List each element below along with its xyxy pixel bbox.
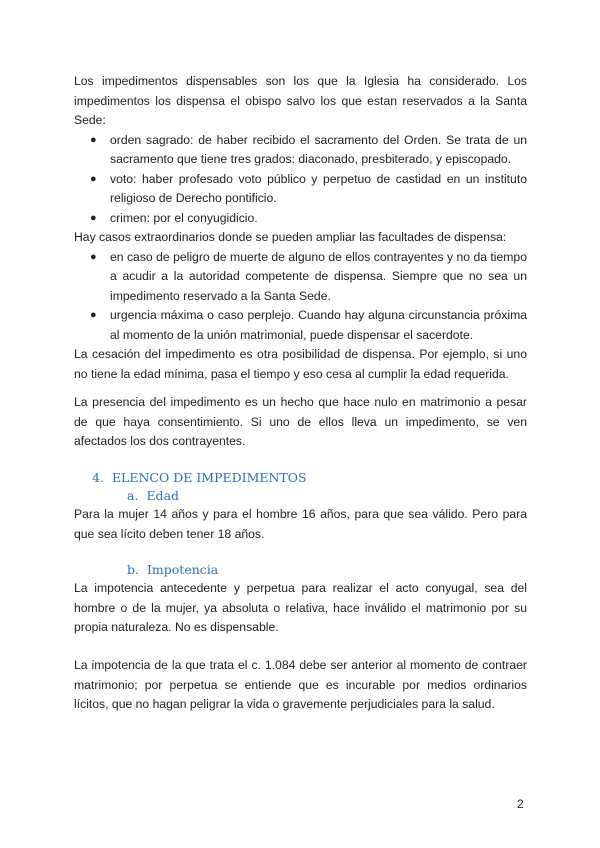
edad-paragraph: Para la mujer 14 años y para el hombre 16 años, para que sea válido. Pero para que sea lícito deben tener 18 años. [74, 507, 527, 541]
bullet-icon: ● [90, 133, 97, 146]
impotencia-paragraph-2: La impotencia de la que trata el c. 1.084 debe ser anterior al momento de contraer matrimonio; por perpetua se entiende que es incurable por medios ordinarios lícitos, que no hagan peligrar la vida o gravemente perjudiciales para la salud. [74, 658, 527, 711]
section-number: 4. [92, 470, 104, 485]
section-heading [92, 470, 307, 486]
list-item: ● en caso de peligro de muerte de alguno de ellos contrayentes y no da tiempo a acudir a la autoridad competente de dispensa. Siempre que no sea un impedimento reservado a la Santa Sede. [90, 249, 527, 303]
presencia-section [74, 393, 527, 452]
bullet-icon: ● [90, 250, 97, 263]
list-item: ● orden sagrado: de haber recibido el sacramento del Orden. Se trata de un sacramento que tiene tres grados: diaconado, presbiterado, y episcopado. [90, 132, 527, 166]
subsection-heading-impotencia [127, 562, 218, 578]
intro-paragraph: Los impedimentos dispensables son los que la Iglesia ha considerado. Los impedimentos los dispensa el obispo salvo los que estan reservados a la Santa Sede: [74, 74, 527, 127]
list-item: ● urgencia máxima o caso perplejo. Cuando hay alguna circunstancia próxima al momento de la unión matrimonial, puede dispensar el sacerdote. [90, 308, 527, 342]
presencia-paragraph: La presencia del impedimento es un hecho que hace nulo en matrimonio a pesar de que haya consentimiento. Si uno de ellos lleva un impedimento, se ven afectados los dos contrayentes. [74, 395, 527, 448]
subsection-title: Impotencia [146, 562, 219, 577]
bullet-icon: ● [90, 172, 97, 185]
list-item: ● crimen: por el conyugidicio. [74, 209, 527, 229]
page-number: 2 [517, 797, 524, 811]
extraordinary-list [74, 248, 527, 346]
list-item: ● voto: haber profesado voto público y perpetuo de castidad en un instituto religioso de Derecho pontificio. [90, 171, 527, 205]
impotencia-section [74, 579, 527, 638]
dispensa-section [74, 72, 527, 384]
impotencia-section-2 [74, 656, 527, 715]
section-title: ELENCO DE IMPEDIMENTOS [111, 470, 307, 485]
reserved-list [74, 131, 527, 229]
cesacion-paragraph: La cesación del impedimento es otra posibilidad de dispensa. Por ejemplo, si uno no tiene la edad mínima, pasa el tiempo y eso cesa al cumplir la edad requerida. [74, 347, 527, 381]
edad-section [74, 505, 527, 544]
subsection-letter: a. [127, 488, 139, 503]
subsection-letter: b. [127, 562, 139, 577]
extraordinary-intro: Hay casos extraordinarios donde se pueden ampliar las facultades de dispensa: [74, 230, 507, 244]
subsection-title: Edad [146, 488, 180, 503]
subsection-heading-edad [127, 488, 179, 504]
impotencia-paragraph-1: La impotencia antecedente y perpetua para realizar el acto conyugal, sea del hombre o de la mujer, ya absoluta o relativa, hace inválido el matrimonio por su propia naturaleza. No es dispensable. [74, 581, 527, 634]
bullet-icon: ● [90, 309, 97, 321]
bullet-icon: ● [90, 211, 97, 224]
